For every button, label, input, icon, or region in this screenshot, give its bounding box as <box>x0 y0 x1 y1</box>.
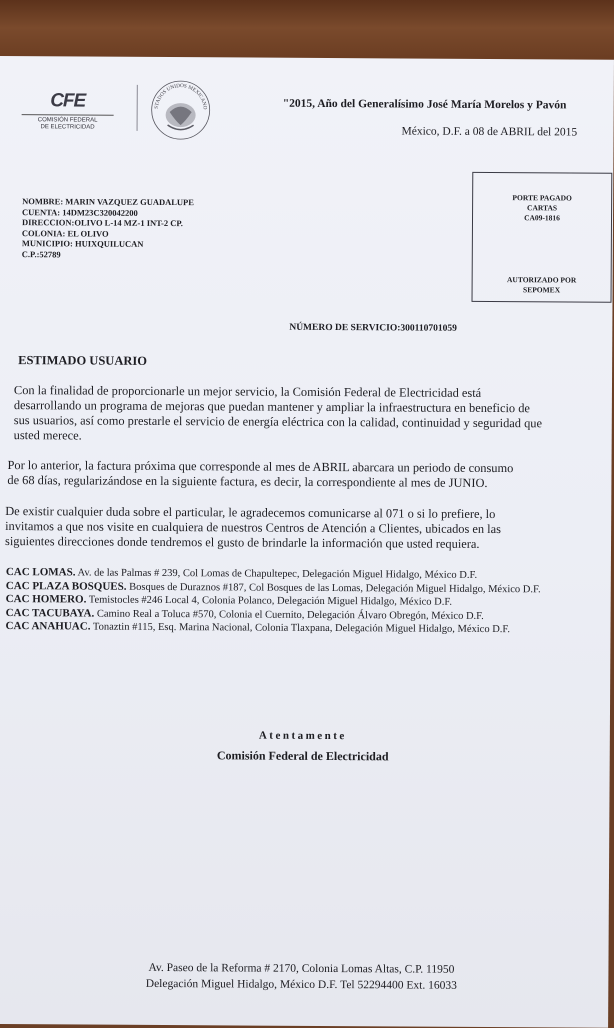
cac-address: Tonaztin #115, Esq. Marina Nacional, Colonia Tlaxpana, Delegación Miguel Hidalgo, México D.F. <box>92 621 511 636</box>
cfe-logo-mark: CFE <box>50 90 86 112</box>
service-number: NÚMERO DE SERVICIO:300110701059 <box>289 322 457 334</box>
closing-block <box>0 728 610 766</box>
paragraph-line: sus usuarios, así como prestarle el servicio de energía eléctrica con la calidad, continuidad y seguridad que <box>13 413 543 431</box>
paragraph-line: De existir cualquier duda sobre el particular, le agradecemos comunicarse al 071 o si lo prefiere, lo <box>5 504 496 522</box>
cac-name: CAC HOMERO. <box>5 593 87 606</box>
footer-address <box>0 959 608 995</box>
year-motto: "2015, Año del Generalísimo José María Morelos y Pavón <box>282 97 567 112</box>
recipient-account: CUENTA: 14DM23C320042200 <box>22 206 138 218</box>
logo-subtitle-1: COMISIÓN FEDERAL <box>37 117 98 124</box>
cac-name: CAC ANAHUAC. <box>5 620 91 633</box>
place-and-date: México, D.F. a 08 de ABRIL del 2015 <box>401 125 578 139</box>
stamp-line-4: AUTORIZADO POR <box>506 275 577 285</box>
recipient-colonia: COLONIA: EL OLIVO <box>21 227 109 239</box>
logo-underline <box>22 114 114 116</box>
recipient-postal-code: C.P.:52789 <box>21 249 61 260</box>
closing-salutation: Atentamente <box>258 729 347 743</box>
paragraph-contact <box>5 504 605 553</box>
wooden-table-background <box>0 0 614 62</box>
recipient-address-block <box>22 196 194 261</box>
logo-subtitle-2: DE ELECTRICIDAD <box>40 124 95 131</box>
paragraph-line: Por lo anterior, la factura próxima que corresponde al mes de ABRIL abarcara un periodo de consumo <box>7 458 514 476</box>
cac-address: Camino Real a Toluca #570, Colonia el Cuernito, Delegación Álvaro Obregón, México D.F. <box>96 608 484 622</box>
paragraph-line: siguientes direcciones donde tendremos el gusto de brindarle la información que usted requiera. <box>4 534 480 551</box>
cac-address: Temistocles #246 Local 4, Colonia Polanco, Delegación Miguel Hidalgo, México D.F. <box>88 594 453 608</box>
greeting: ESTIMADO USUARIO <box>18 353 148 368</box>
postage-paid-stamp <box>472 172 613 303</box>
recipient-name: NOMBRE: MARIN VAZQUEZ GUADALUPE <box>22 196 194 208</box>
cac-name: CAC PLAZA BOSQUES. <box>5 579 127 593</box>
stamp-line-5: SEPOMEX <box>523 285 561 295</box>
paragraph-line: desarrollando un programa de mejoras que puedan mantener y ampliar la infraestructura en beneficio de <box>13 398 530 416</box>
cfe-logo <box>18 90 118 132</box>
list-item <box>5 620 540 637</box>
paragraph-billing-period <box>7 458 607 492</box>
customer-service-centers-list <box>5 566 540 637</box>
cac-address: Bosques de Duraznos #187, Col Bosques de las Lomas, Delegación Miguel Hidalgo, México D.F. <box>129 581 541 595</box>
recipient-municipio: MUNICIPIO: HUIXQUILUCAN <box>21 238 144 250</box>
stamp-line-1: PORTE PAGADO <box>512 193 572 203</box>
cac-name: CAC LOMAS. <box>5 566 76 579</box>
paragraph-line: de 68 días, regularizándose en la siguiente factura, es decir, la correspondiente al mes de JUNIO. <box>7 473 488 490</box>
cac-address: Av. de las Palmas # 239, Col Lomas de Chapultepec, Delegación Miguel Hidalgo, México D.F. <box>77 567 478 581</box>
paragraph-line: Con la finalidad de proporcionarle un mejor servicio, la Comisión Federal de Electricidad está <box>13 383 482 400</box>
seal-text: ESTADOS UNIDOS MEXICANOS <box>153 83 208 110</box>
paragraph-line: usted merece. <box>13 428 82 443</box>
footer-line-2: Delegación Miguel Hidalgo, México D.F. Tel 52294400 Ext. 16033 <box>145 977 457 992</box>
logo-divider <box>137 85 138 131</box>
letter-page <box>0 56 614 1028</box>
stamp-line-2: CARTAS <box>527 203 558 213</box>
stamp-line-3: CA09-1816 <box>524 213 560 223</box>
closing-signature: Comisión Federal de Electricidad <box>216 748 389 764</box>
cac-name: CAC TACUBAYA. <box>5 606 95 620</box>
recipient-street: DIRECCION:OLIVO L-14 MZ-1 INT-2 CP. <box>21 217 183 229</box>
paragraph-improvements <box>14 383 614 447</box>
footer-line-1: Av. Paseo de la Reforma # 2170, Colonia Lomas Altas, C.P. 11950 <box>148 961 455 976</box>
mexican-coat-of-arms-seal <box>149 79 211 141</box>
paragraph-line: invitamos a que nos visite en cualquiera de nuestros Centros de Atención a Clientes, ubicados en las <box>5 519 502 537</box>
